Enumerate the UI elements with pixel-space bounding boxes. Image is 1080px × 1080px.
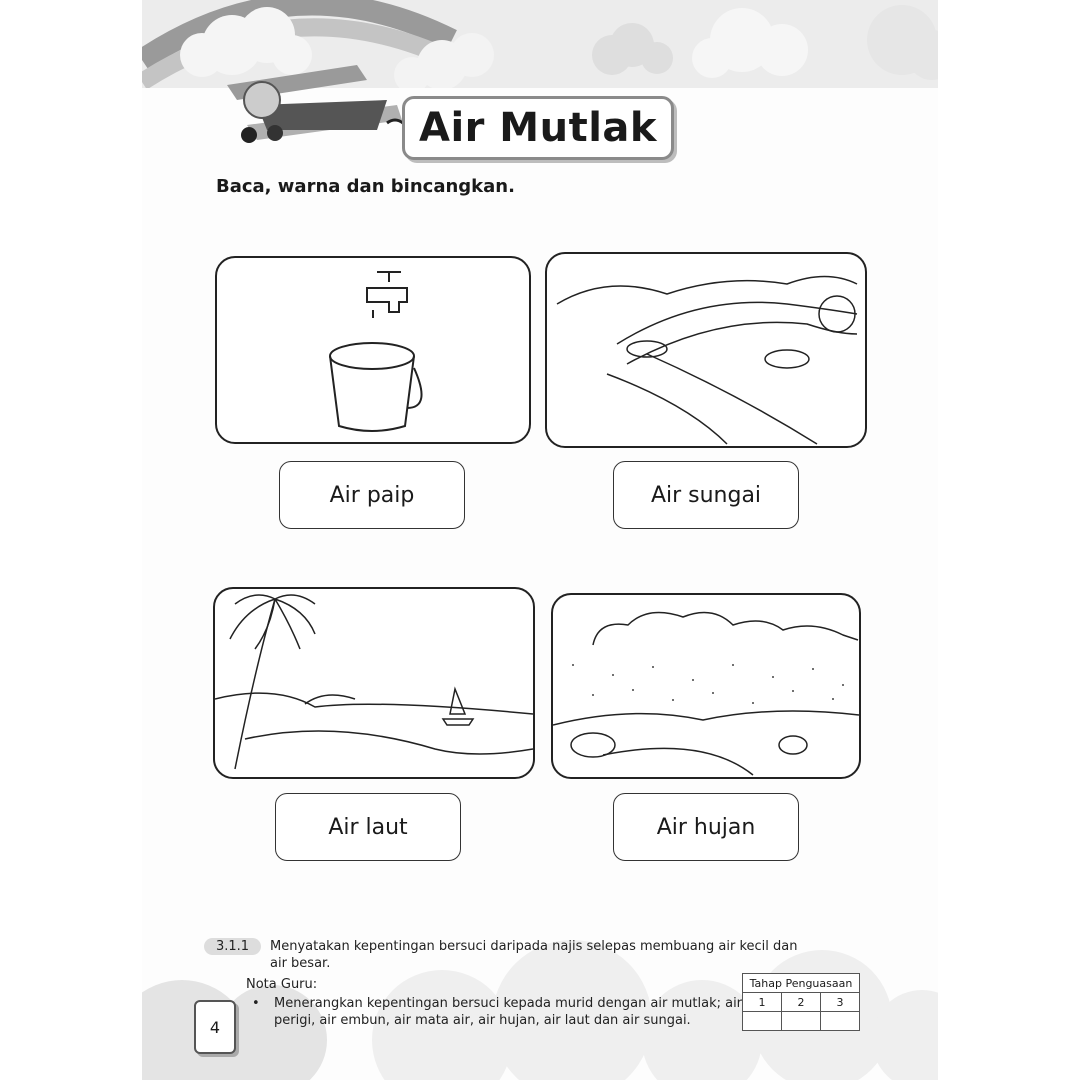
tap-bucket-picture: [215, 256, 531, 444]
mastery-level-2: 2: [782, 993, 821, 1012]
mastery-level-3: 3: [821, 993, 860, 1012]
label-air-hujan: Air hujan: [613, 793, 799, 861]
instruction-text: Baca, warna dan bincangkan.: [216, 176, 515, 197]
rain-picture: [551, 593, 861, 779]
mastery-table: [742, 973, 860, 1031]
rain-icon: [553, 595, 859, 777]
tap-and-bucket-icon: [217, 258, 529, 442]
standard-code: 3.1.1: [204, 938, 261, 955]
label-air-sungai: Air sungai: [613, 461, 799, 529]
mastery-box-3[interactable]: [821, 1012, 860, 1031]
airplane-illustration: [217, 55, 417, 155]
mastery-heading: Tahap Penguasaan: [743, 974, 860, 993]
page-number: 4: [194, 1000, 236, 1054]
standard-text: Menyatakan kepentingan bersuci daripada najis selepas membuang air kecil dan air besar.: [270, 939, 798, 971]
note-heading: Nota Guru:: [246, 977, 318, 992]
sea-beach-icon: [215, 589, 533, 777]
label-air-laut: Air laut: [275, 793, 461, 861]
worksheet-page: [142, 0, 938, 1080]
mastery-box-2[interactable]: [782, 1012, 821, 1031]
sea-picture: [213, 587, 535, 779]
mastery-box-1[interactable]: [743, 1012, 782, 1031]
note-text: Menerangkan kepentingan bersuci kepada murid dengan air mutlak; air perigi, air embun, air mata air, air hujan, air laut dan air sungai.: [274, 996, 743, 1028]
river-icon: [547, 254, 865, 446]
mastery-level-1: 1: [743, 993, 782, 1012]
river-picture: [545, 252, 867, 448]
label-air-paip: Air paip: [279, 461, 465, 529]
bullet-icon: •: [252, 996, 260, 1011]
page-title: Air Mutlak: [402, 96, 674, 160]
